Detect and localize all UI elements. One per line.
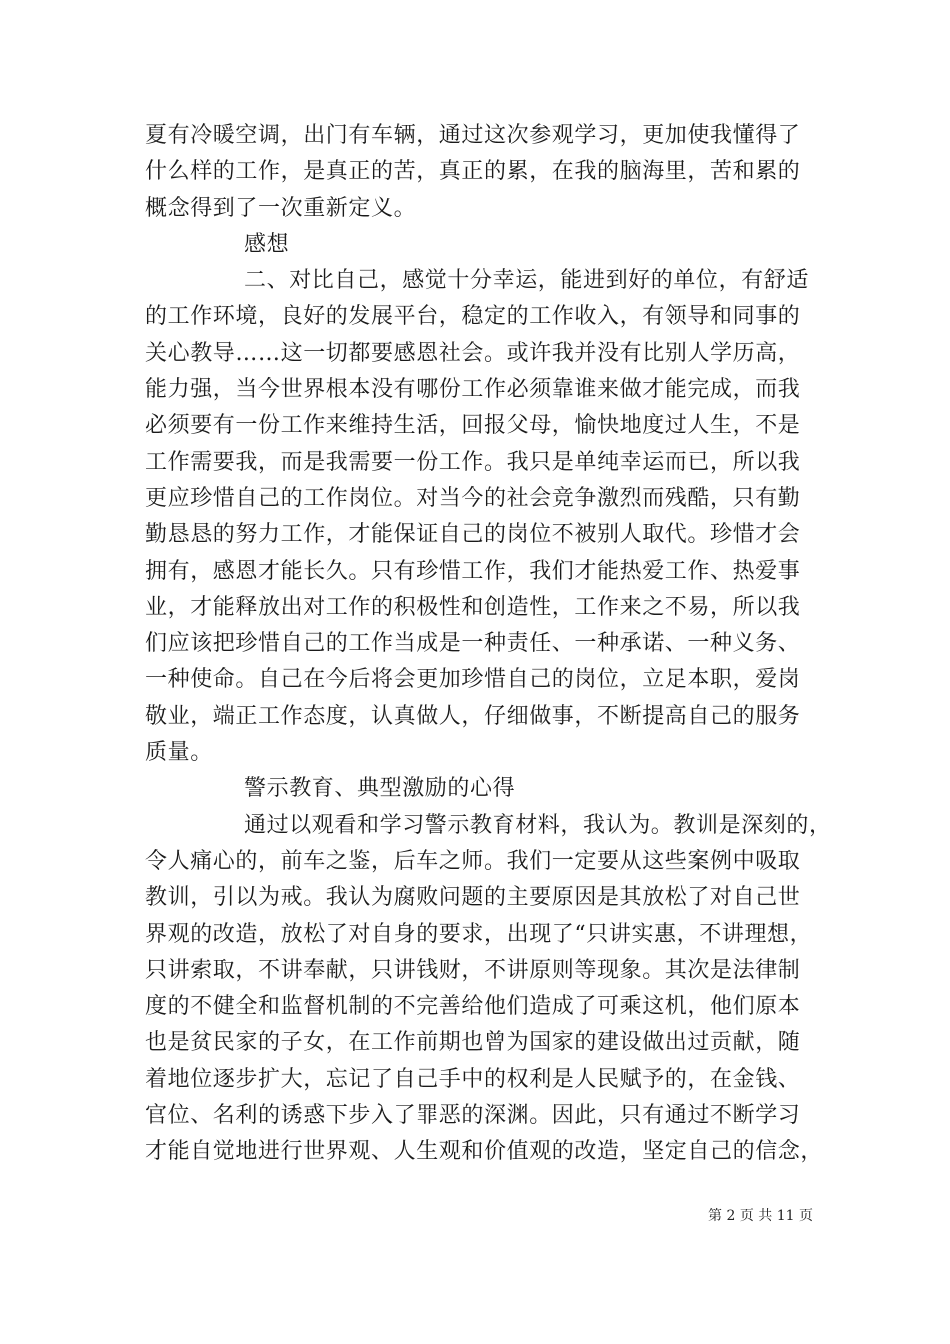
text-line: 警示教育、典型激励的心得 bbox=[244, 776, 516, 802]
body-text bbox=[145, 118, 832, 1171]
text-line: 只讲索取，不讲奉献，只讲钱财，不讲原则等现象。其次是法律制 bbox=[145, 957, 801, 983]
text-line: 才能自觉地进行世界观、人生观和价值观的改造，坚定自己的信念， bbox=[145, 1139, 824, 1165]
text-line: 着地位逐步扩大，忘记了自己手中的权利是人民赋予的，在金钱、 bbox=[145, 1066, 801, 1092]
text-line: 质量。 bbox=[145, 740, 213, 766]
text-line: 通过以观看和学习警示教育材料，我认为。教训是深刻的， bbox=[244, 812, 832, 838]
text-line: 工作需要我，而是我需要一份工作。我只是单纯幸运而已，所以我 bbox=[145, 449, 801, 475]
page-footer: 第 2 页 共 11 页 bbox=[708, 1208, 813, 1224]
text-line: 感想 bbox=[244, 231, 290, 257]
text-line: 拥有，感恩才能长久。只有珍惜工作，我们才能热爱工作、热爱事 bbox=[145, 558, 801, 584]
text-line: 什么样的工作，是真正的苦，真正的累，在我的脑海里，苦和累的 bbox=[145, 159, 801, 185]
text-line: 官位、名利的诱惑下步入了罪恶的深渊。因此，只有通过不断学习 bbox=[145, 1103, 801, 1129]
text-line: 也是贫民家的子女，在工作前期也曾为国家的建设做出过贡献，随 bbox=[145, 1030, 801, 1056]
text-line: 界观的改造，放松了对自身的要求，出现了“只讲实惠，不讲理想， bbox=[145, 921, 813, 947]
text-line: 必须要有一份工作来维持生活，回报父母，愉快地度过人生，不是 bbox=[145, 413, 801, 439]
text-line: 的工作环境，良好的发展平台，稳定的工作收入，有领导和同事的 bbox=[145, 304, 801, 330]
text-line: 勤恳恳的努力工作，才能保证自己的岗位不被别人取代。珍惜才会 bbox=[145, 522, 801, 548]
text-line: 一种使命。自己在今后将会更加珍惜自己的岗位，立足本职，爱岗 bbox=[145, 667, 801, 693]
text-line: 概念得到了一次重新定义。 bbox=[145, 195, 417, 221]
text-line: 令人痛心的，前车之鉴，后车之师。我们一定要从这些案例中吸取 bbox=[145, 848, 801, 874]
text-line: 教训，引以为戒。我认为腐败问题的主要原因是其放松了对自己世 bbox=[145, 885, 801, 911]
text-line: 度的不健全和监督机制的不完善给他们造成了可乘这机，他们原本 bbox=[145, 994, 801, 1020]
text-line: 业，才能释放出对工作的积极性和创造性，工作来之不易，所以我 bbox=[145, 594, 801, 620]
text-line: 敬业，端正工作态度，认真做人，仔细做事，不断提高自己的服务 bbox=[145, 703, 801, 729]
text-line: 们应该把珍惜自己的工作当成是一种责任、一种承诺、一种义务、 bbox=[145, 631, 801, 657]
text-line: 更应珍惜自己的工作岗位。对当今的社会竞争激烈而残酷，只有勤 bbox=[145, 485, 801, 511]
text-line: 二、对比自己，感觉十分幸运，能进到好的单位，有舒适 bbox=[244, 268, 810, 294]
text-line: 夏有冷暖空调，出门有车辆，通过这次参观学习，更加使我懂得了 bbox=[145, 123, 801, 148]
text-line: 关心教导……这一切都要感恩社会。或许我并没有比别人学历高， bbox=[145, 340, 801, 366]
text-line: 能力强，当今世界根本没有哪份工作必须靠谁来做才能完成，而我 bbox=[145, 377, 801, 403]
